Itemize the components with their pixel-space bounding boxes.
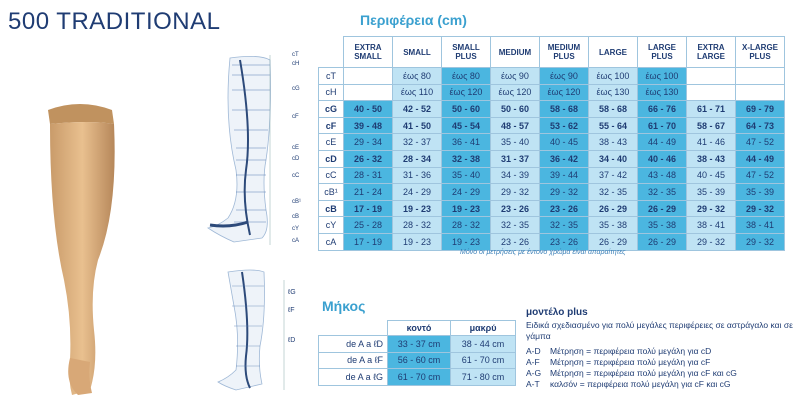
length-row [319, 369, 516, 386]
plus-item-key: A-F [526, 357, 540, 367]
length-cell: 33 - 37 cm [388, 336, 451, 353]
col-header: SMALL [393, 37, 442, 68]
size-cell: 61 - 71 [687, 101, 736, 118]
size-row [319, 167, 785, 184]
diagram-label-lF: ℓF [288, 307, 295, 314]
length-col-header: μακρύ [451, 321, 516, 336]
size-cell: 19 - 23 [442, 233, 491, 250]
size-cell: 36 - 42 [540, 150, 589, 167]
size-cell: έως 90 [540, 68, 589, 85]
length-cell: 61 - 70 cm [388, 369, 451, 386]
size-cell: 23 - 26 [540, 233, 589, 250]
size-cell: 53 - 62 [540, 117, 589, 134]
size-row [319, 117, 785, 134]
size-cell: 38 - 41 [736, 217, 785, 234]
stocking-image [20, 90, 140, 400]
size-cell: 44 - 49 [736, 150, 785, 167]
size-cell: 35 - 40 [491, 134, 540, 151]
diagram-label-cT: cT [292, 52, 299, 58]
size-cell: 58 - 68 [589, 101, 638, 118]
size-cell: 39 - 44 [540, 167, 589, 184]
size-cell: 34 - 40 [589, 150, 638, 167]
size-cell: έως 100 [638, 68, 687, 85]
size-row-label: cB¹ [319, 184, 344, 201]
size-cell: 40 - 46 [638, 150, 687, 167]
diagram-label-cE: cE [292, 145, 300, 151]
plus-model-heading: μοντέλο plus [526, 307, 588, 318]
size-cell: 35 - 38 [589, 217, 638, 234]
size-cell [344, 68, 393, 85]
size-cell: έως 110 [393, 84, 442, 101]
size-cell: 58 - 67 [687, 117, 736, 134]
size-cell: 28 - 31 [344, 167, 393, 184]
diagram-label-cC: cC [292, 173, 300, 179]
size-cell: έως 130 [638, 84, 687, 101]
plus-model-info [526, 307, 796, 390]
diagram-label-lG: ℓG [288, 289, 296, 296]
size-row-label: cE [319, 134, 344, 151]
size-cell: 41 - 46 [687, 134, 736, 151]
size-cell: 29 - 32 [687, 233, 736, 250]
size-cell: 29 - 32 [736, 233, 785, 250]
size-cell: 38 - 41 [687, 217, 736, 234]
size-cell: έως 120 [442, 84, 491, 101]
size-row [319, 84, 785, 101]
size-cell: 19 - 23 [393, 233, 442, 250]
col-header: X-LARGE PLUS [736, 37, 785, 68]
size-cell: 44 - 49 [638, 134, 687, 151]
size-cell: 28 - 32 [442, 217, 491, 234]
size-cell: 32 - 37 [393, 134, 442, 151]
size-cell [344, 84, 393, 101]
length-row [319, 352, 516, 369]
col-header: EXTRA LARGE [687, 37, 736, 68]
plus-item-text: Μέτρηση = περιφέρεια πολύ μεγάλη για cF [550, 357, 711, 367]
size-cell: 26 - 32 [344, 150, 393, 167]
size-cell: 35 - 39 [687, 184, 736, 201]
size-cell: 23 - 26 [540, 200, 589, 217]
size-row [319, 233, 785, 250]
leg-length-diagram [214, 266, 304, 396]
size-row [319, 184, 785, 201]
size-cell: έως 130 [589, 84, 638, 101]
col-header: LARGE [589, 37, 638, 68]
col-header: EXTRA SMALL [344, 37, 393, 68]
size-cell: 26 - 29 [589, 200, 638, 217]
diagram-label-cF: cF [292, 114, 299, 120]
size-row [319, 217, 785, 234]
plus-item [526, 357, 796, 368]
size-cell [687, 84, 736, 101]
col-header: LARGE PLUS [638, 37, 687, 68]
size-cell: 19 - 23 [442, 200, 491, 217]
size-cell: 32 - 35 [491, 217, 540, 234]
plus-item-key: A-G [526, 368, 542, 378]
plus-item-text: Μέτρηση = περιφέρεια πολύ μεγάλη για cF και cG [550, 368, 737, 378]
size-row [319, 101, 785, 118]
size-cell: 19 - 23 [393, 200, 442, 217]
size-cell: 23 - 26 [491, 233, 540, 250]
size-cell: 29 - 32 [687, 200, 736, 217]
size-cell: 64 - 73 [736, 117, 785, 134]
plus-item [526, 379, 796, 390]
size-row-label: cA [319, 233, 344, 250]
length-cell: 61 - 70 cm [451, 352, 516, 369]
size-row-label: cB [319, 200, 344, 217]
page-title: 500 TRADITIONAL [8, 8, 221, 35]
circumference-table [318, 36, 785, 251]
size-row-label: cG [319, 101, 344, 118]
size-cell: 35 - 38 [638, 217, 687, 234]
size-cell: 42 - 52 [393, 101, 442, 118]
size-cell: 35 - 40 [442, 167, 491, 184]
plus-item [526, 368, 796, 379]
size-row [319, 200, 785, 217]
length-table [318, 320, 516, 386]
size-cell: 41 - 50 [393, 117, 442, 134]
size-cell: 37 - 42 [589, 167, 638, 184]
length-heading: Μήκος [322, 298, 366, 314]
plus-model-description: Ειδικά σχεδιασμένο για πολύ μεγάλες περιφέρειες σε αστράγαλο και σε γάμπα [526, 320, 793, 341]
size-cell: 24 - 29 [442, 184, 491, 201]
size-cell: 32 - 35 [638, 184, 687, 201]
size-cell: 40 - 45 [540, 134, 589, 151]
size-row [319, 150, 785, 167]
size-cell: 32 - 35 [540, 217, 589, 234]
size-row-label: cY [319, 217, 344, 234]
size-row [319, 134, 785, 151]
size-cell: 29 - 32 [491, 184, 540, 201]
length-row-label: de A a ℓG [319, 369, 388, 386]
plus-item-text: καλσόν = περιφέρεια πολύ μεγάλη για cF και cG [550, 379, 731, 389]
size-cell: 35 - 39 [736, 184, 785, 201]
size-cell: 29 - 32 [540, 184, 589, 201]
size-cell: 47 - 52 [736, 167, 785, 184]
plus-item [526, 346, 796, 357]
size-cell [687, 68, 736, 85]
size-cell: 48 - 57 [491, 117, 540, 134]
size-cell: έως 90 [491, 68, 540, 85]
circumference-heading: Περιφέρεια (cm) [360, 12, 467, 28]
diagram-label-cA: cA [292, 238, 300, 244]
size-cell: έως 120 [540, 84, 589, 101]
size-cell: 34 - 39 [491, 167, 540, 184]
diagram-label-cH: cH [292, 61, 300, 67]
size-row-label: cF [319, 117, 344, 134]
size-cell: 58 - 68 [540, 101, 589, 118]
size-row-label: cD [319, 150, 344, 167]
size-cell: 26 - 29 [638, 233, 687, 250]
size-cell: 66 - 76 [638, 101, 687, 118]
size-cell: 32 - 35 [589, 184, 638, 201]
size-cell: έως 80 [442, 68, 491, 85]
length-col-header: κοντό [388, 321, 451, 336]
size-cell: 50 - 60 [442, 101, 491, 118]
size-cell: 40 - 45 [687, 167, 736, 184]
size-cell: 26 - 29 [638, 200, 687, 217]
length-row-label: de A a ℓD [319, 336, 388, 353]
size-row-label: cT [319, 68, 344, 85]
size-cell: 31 - 37 [491, 150, 540, 167]
size-cell: 29 - 34 [344, 134, 393, 151]
size-cell: 55 - 64 [589, 117, 638, 134]
size-cell: 32 - 38 [442, 150, 491, 167]
plus-item-key: A-D [526, 346, 541, 356]
leg-measurement-diagram [200, 50, 310, 250]
size-cell: 40 - 50 [344, 101, 393, 118]
diagram-label-cY: cY [292, 226, 300, 232]
size-cell: 47 - 52 [736, 134, 785, 151]
plus-item-key: A-T [526, 379, 540, 389]
plus-item-text: Μέτρηση = περιφέρεια πολύ μεγάλη για cD [550, 346, 712, 356]
size-cell: 43 - 48 [638, 167, 687, 184]
size-row-label: cH [319, 84, 344, 101]
col-header: MEDIUM [491, 37, 540, 68]
size-cell: 17 - 19 [344, 233, 393, 250]
size-cell: 28 - 32 [393, 217, 442, 234]
diagram-label-cB: cB [292, 214, 300, 220]
size-cell [736, 84, 785, 101]
size-cell: 26 - 29 [589, 233, 638, 250]
col-header: MEDIUM PLUS [540, 37, 589, 68]
size-cell: 39 - 48 [344, 117, 393, 134]
col-header: SMALL PLUS [442, 37, 491, 68]
size-cell: 69 - 79 [736, 101, 785, 118]
diagram-label-cG: cG [292, 86, 300, 92]
size-cell: 38 - 43 [687, 150, 736, 167]
size-row [319, 68, 785, 85]
size-cell: 61 - 70 [638, 117, 687, 134]
size-cell: 36 - 41 [442, 134, 491, 151]
size-cell: 45 - 54 [442, 117, 491, 134]
length-cell: 71 - 80 cm [451, 369, 516, 386]
length-cell: 38 - 44 cm [451, 336, 516, 353]
bold-note: Μόνο οι μετρήσεις με έντονο χρώμα είναι απαραίτητες [460, 249, 626, 256]
size-cell: έως 120 [491, 84, 540, 101]
size-cell: 50 - 60 [491, 101, 540, 118]
size-cell: 24 - 29 [393, 184, 442, 201]
size-cell: 25 - 28 [344, 217, 393, 234]
size-row-label: cC [319, 167, 344, 184]
size-cell: έως 100 [589, 68, 638, 85]
size-cell [736, 68, 785, 85]
size-cell: έως 80 [393, 68, 442, 85]
size-cell: 21 - 24 [344, 184, 393, 201]
size-cell: 31 - 36 [393, 167, 442, 184]
length-row-label: de A a ℓF [319, 352, 388, 369]
diagram-label-cD: cD [292, 156, 300, 162]
diagram-label-lD: ℓD [288, 337, 296, 344]
diagram-label-cB1: cB¹ [292, 199, 301, 205]
length-cell: 56 - 60 cm [388, 352, 451, 369]
size-cell: 17 - 19 [344, 200, 393, 217]
size-cell: 23 - 26 [491, 200, 540, 217]
size-cell: 38 - 43 [589, 134, 638, 151]
size-cell: 29 - 32 [736, 200, 785, 217]
length-row [319, 336, 516, 353]
size-cell: 28 - 34 [393, 150, 442, 167]
